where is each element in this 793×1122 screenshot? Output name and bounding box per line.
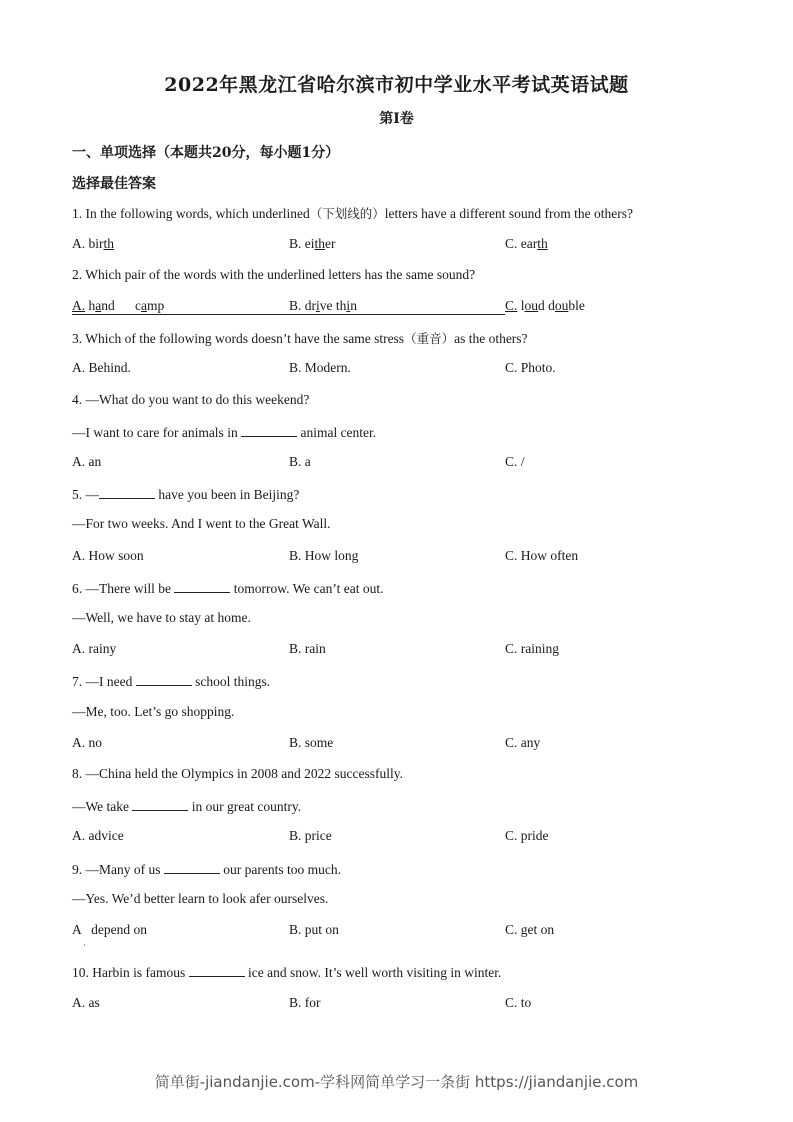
q8-option-b[interactable]: B. price [289,828,332,843]
q10-option-a[interactable]: A. as [72,995,100,1010]
page-title: 2022年黑龙江省哈尔滨市初中学业水平考试英语试题 [164,74,629,96]
question-8-line-1: 8. —China held the Olympics in 2008 and 2022 successfully. [72,766,403,781]
question-3: 3. Which of the following words doesn’t have the same stress（重音）as the others? [72,331,528,346]
section-heading: 一、单项选择（本题共20分，每小题1分） [72,145,340,161]
section-instruction: 选择最佳答案 [72,176,156,192]
q6-option-a[interactable]: A. rainy [72,641,117,656]
question-5-line-1: 5. — have you been in Beijing? [72,487,300,502]
q9-option-a[interactable]: A depend on [72,922,147,937]
question-5-line-2: —For two weeks. And I went to the Great Wall. [72,516,331,531]
q4-option-a[interactable]: A. an [72,454,102,469]
q7-option-c[interactable]: C. any [505,735,541,750]
answer-blank [136,672,192,686]
question-10: 10. Harbin is famous ice and snow. It’s well worth visiting in winter. [72,965,502,980]
stray-dot: · [83,940,86,950]
q1-option-a[interactable]: A. birth [72,236,115,251]
question-9-line-1: 9. —Many of us our parents too much. [72,862,341,877]
q1-option-c[interactable]: C. earth [505,236,548,251]
footer-watermark: 简单街-jiandanjie.com-学科网简单学习一条街 https://jiandanjie.com [154,1073,639,1091]
question-6-line-1: 6. —There will be tomorrow. We can’t eat out. [72,581,384,596]
q2-option-b[interactable]: B. drive thin [289,298,505,315]
question-9-line-2: —Yes. We’d better learn to look afer ourselves. [72,891,329,906]
answer-blank [189,963,245,977]
volume-heading: 第I卷 [379,111,414,127]
answer-blank [132,797,188,811]
q2-option-a[interactable]: A. hand camp [72,298,289,315]
q3-option-b[interactable]: B. Modern. [289,360,351,375]
answer-blank [164,860,220,874]
question-7-line-1: 7. —I need school things. [72,674,271,689]
question-6-line-2: —Well, we have to stay at home. [72,610,251,625]
q6-option-c[interactable]: C. raining [505,641,559,656]
q7-option-a[interactable]: A. no [72,735,102,750]
q9-option-b[interactable]: B. put on [289,922,339,937]
question-2: 2. Which pair of the words with the underlined letters has the same sound? [72,267,476,282]
answer-blank [99,485,155,499]
question-7-line-2: —Me, too. Let’s go shopping. [72,704,235,719]
q10-option-c[interactable]: C. to [505,995,532,1010]
q4-option-b[interactable]: B. a [289,454,311,469]
q5-option-c[interactable]: C. How often [505,548,579,563]
q6-option-b[interactable]: B. rain [289,641,326,656]
answer-blank [174,579,230,593]
q5-option-b[interactable]: B. How long [289,548,359,563]
answer-blank [241,423,297,437]
q2-option-c[interactable]: C. loud double [505,298,585,313]
q9-option-c[interactable]: C. get on [505,922,555,937]
q10-option-b[interactable]: B. for [289,995,321,1010]
question-4-line-1: 4. —What do you want to do this weekend? [72,392,310,407]
q4-option-c[interactable]: C. / [505,454,525,469]
q1-option-b[interactable]: B. either [289,236,336,251]
q7-option-b[interactable]: B. some [289,735,334,750]
q3-option-c[interactable]: C. Photo. [505,360,556,375]
q5-option-a[interactable]: A. How soon [72,548,144,563]
q8-option-c[interactable]: C. pride [505,828,549,843]
q8-option-a[interactable]: A. advice [72,828,124,843]
question-4-line-2: —I want to care for animals in animal center. [72,425,377,440]
q3-option-a[interactable]: A. Behind. [72,360,131,375]
question-8-line-2: —We take in our great country. [72,799,302,814]
question-1: 1. In the following words, which underlined（下划线的）letters have a different sound from the others? [72,206,634,221]
